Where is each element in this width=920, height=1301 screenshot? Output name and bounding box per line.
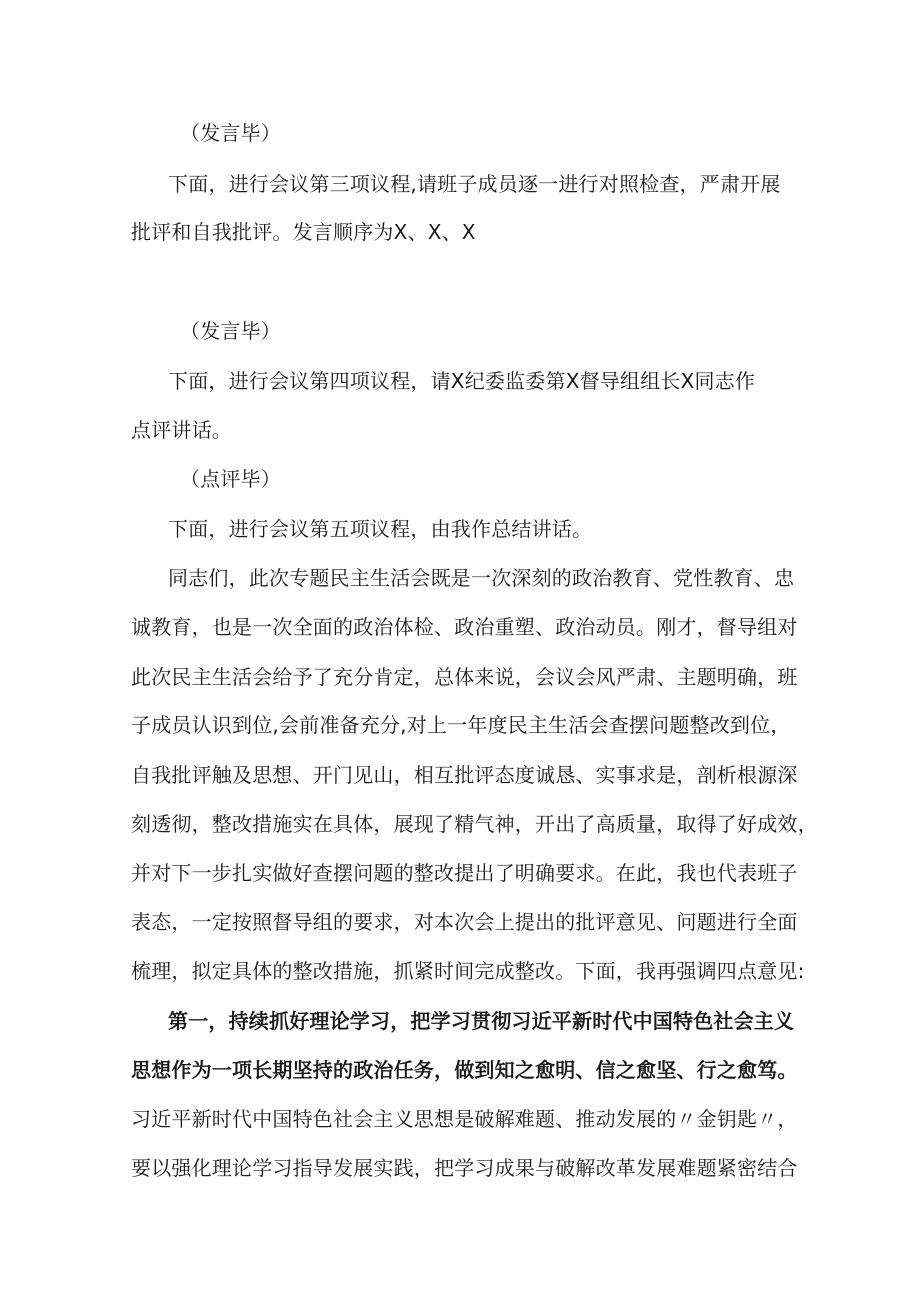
summary-paragraph-line-9: 梳理，拟定具体的整改措施，抓紧时间完成整改。下面，我再强调四点意见: xyxy=(131,959,805,983)
summary-paragraph-line-5: 自我批评触及思想、开门见山，相互批评态度诚恳、实事求是，剖析根源深 xyxy=(131,763,798,787)
point-one-body-line-2: 要以强化理论学习指导发展实践，把学习成果与破解改革发展难题紧密结合 xyxy=(131,1156,798,1180)
point-one-heading-line-2: 思想作为一项长期坚持的政治任务，做到知之愈明、信之愈坚、行之愈笃。 xyxy=(131,1058,798,1082)
summary-paragraph-line-4: 子成员认识到位,会前准备充分,对上一年度民主生活会查摆问题整改到位， xyxy=(131,713,791,737)
point-one-heading-line-1: 第一，持续抓好理论学习，把学习贯彻习近平新时代中国特色社会主义 xyxy=(168,1009,795,1033)
agenda-item-4-line-1: 下面，进行会议第四项议程，请X纪委监委第X督导组组长X同志作 xyxy=(168,369,756,393)
summary-paragraph-line-6: 刻透彻，整改措施实在具体，展现了精气神，开出了高质量，取得了好成效， xyxy=(131,812,818,836)
summary-paragraph-line-1: 同志们，此次专题民主生活会既是一次深刻的政治教育、党性教育、忠 xyxy=(168,566,795,590)
review-end-note: （点评毕） xyxy=(180,467,281,491)
summary-paragraph-line-8: 表态，一定按照督导组的要求，对本次会上提出的批评意见、问题进行全面 xyxy=(131,910,798,934)
speech-end-note-2: （发言毕） xyxy=(180,319,281,343)
summary-paragraph-line-7: 并对下一步扎实做好查摆问题的整改提出了明确要求。在此，我也代表班子 xyxy=(131,861,798,885)
point-one-body-line-1: 习近平新时代中国特色社会主义思想是破解难题、推动发展的〃金钥匙〃， xyxy=(131,1107,798,1131)
summary-paragraph-line-3: 此次民主生活会给予了充分肯定，总体来说，会议会风严肃、主题明确，班 xyxy=(131,665,798,689)
summary-paragraph-line-2: 诚教育，也是一次全面的政治体检、政治重塑、政治动员。刚才，督导组对 xyxy=(131,615,798,639)
agenda-item-3-line-2: 批评和自我批评。发言顺序为X、X、X xyxy=(131,220,476,244)
agenda-item-5-line: 下面，进行会议第五项议程，由我作总结讲话。 xyxy=(168,517,593,541)
agenda-item-4-line-2: 点评讲话。 xyxy=(131,418,232,442)
speech-end-note-1: （发言毕） xyxy=(180,121,281,145)
agenda-item-3-line-1: 下面，进行会议第三项议程,请班子成员逐一进行对照检查，严肃开展 xyxy=(168,172,781,196)
